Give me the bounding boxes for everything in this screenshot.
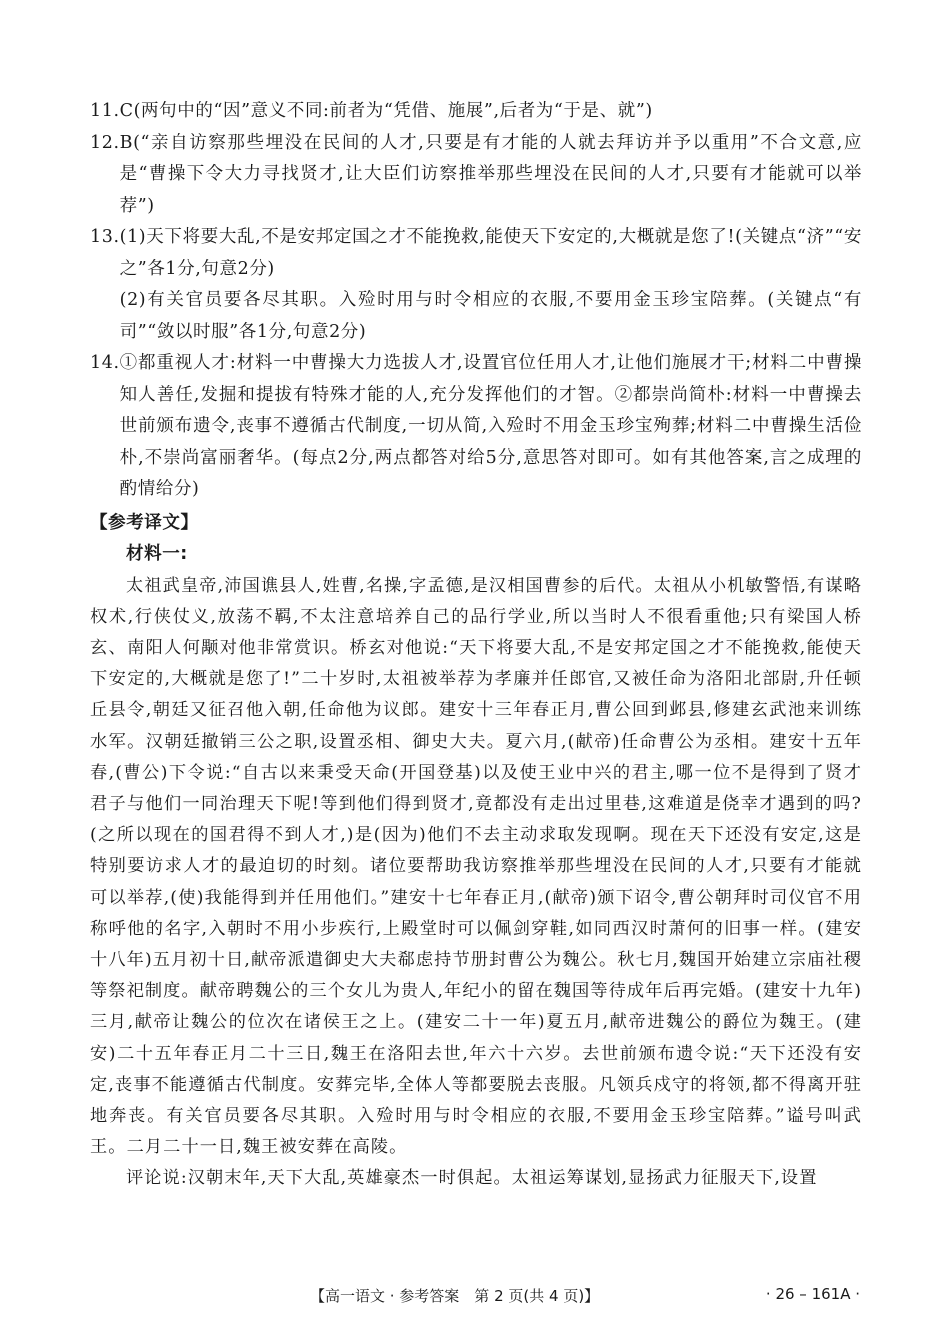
material-1-title: 材料一: (126, 544, 188, 564)
answer-item-13 (90, 222, 862, 348)
question-number: 12. (90, 132, 120, 153)
answer-text: ①都重视人才:材料一中曹操大力选拔人才,设置官位任用人才,让他们施展才干;材料二中曹操知人善任,发掘和提拔有特殊才能的人,充分发挥他们的才智。②都崇尚简朴:材料一中曹操去世前颁布遗令,丧事不遵循古代制度,一切从简,入殓时不用金玉珍宝殉葬;材料二中曹操生活俭朴,不崇尚富丽奢华。(每点2分,两点都答对给5分,意思答对即可。如有其他答案,言之成理的酌情给分) (119, 353, 862, 499)
question-number: 14. (90, 353, 120, 373)
answer-text: C(两句中的“因”意义不同:前者为“凭借、施展”,后者为“于是、就”) (119, 101, 653, 121)
translation-heading: 【参考译文】 (90, 512, 199, 533)
answer-part-2: (2)有关官员要各尽其职。入殓时用与时令相应的衣服,不要用金玉珍宝陪葬。(关键点“有司”“敛以时服”各1分,句意2分) (119, 290, 862, 342)
answer-item-11 (90, 96, 862, 128)
footer-page-info: 【高一语文 · 参考答案 第 2 页(共 4 页)】 (310, 1287, 600, 1305)
translation-paragraph-1: 太祖武皇帝,沛国谯县人,姓曹,名操,字孟德,是汉相国曹参的后代。太祖从小机敏警悟,有谋略权术,行侠仗义,放荡不羁,不太注意培养自己的品行学业,所以当时人不很看重他;只有梁国人桥玄、南阳人何颙对他非常赏识。桥玄对他说:“天下将要大乱,不是安邦定国之才不能挽救,能使天下安定的,大概就是您了!”二十岁时,太祖被举荐为孝廉并任郎官,又被任命为洛阳北部尉,升任顿丘县令,朝廷又征召他入朝,任命他为议郎。建安十三年春正月,曹公回到邺县,修建玄武池来训练水军。汉朝廷撤销三公之职,设置丞相、御史大夫。夏六月,(献帝)任命曹公为丞相。建安十五年春,(曹公)下令说:“自古以来秉受天命(开国登基)以及使王业中兴的君主,哪一位不是得到了贤才君子与他们一同治理天下呢!等到他们得到贤才,竟都没有走出过里巷,这难道是侥幸才遇到的吗?(之所以现在的国君得不到人才,)是(因为)他们不去主动求取发现啊。现在天下还没有安定,这是特别要访求人才的最迫切的时刻。诸位要帮助我访察推举那些埋没在民间的人才,只要有才能就可以举荐,(使)我能得到并任用他们。”建安十七年春正月,(献帝)颁下诏令,曹公朝拜时司仪官不用称呼他的名字,入朝时不用小步疾行,上殿堂时可以佩剑穿鞋,如同西汉时萧何的旧事一样。(建安十八年)五月初十日,献帝派遣御史大夫郗虑持节册封曹公为魏公。秋七月,魏国开始建立宗庙社稷等祭祀制度。献帝聘魏公的三个女儿为贵人,年纪小的留在魏国等待成年后再完婚。(建安十九年)三月,献帝让魏公的位次在诸侯王之上。(建安二十一年)夏五月,献帝进魏公的爵位为魏王。(建安)二十五年春正月二十三日,魏王在洛阳去世,年六十六岁。去世前颁布遗令说:“天下还没有安定,丧事不能遵循古代制度。安葬完毕,全体人等都要脱去丧服。凡领兵戍守的将领,都不得离开驻地奔丧。有关官员要各尽其职。入殓时用与时令相应的衣服,不要用金玉珍宝陪葬。”谥号叫武王。二月二十一日,魏王被安葬在高陵。 (90, 575, 862, 1158)
footer-code: · 26 – 161A · (765, 1285, 860, 1303)
answer-body (120, 222, 862, 348)
answer-item-12 (90, 128, 862, 223)
question-number: 11. (90, 101, 120, 121)
answer-item-14 (90, 348, 862, 506)
answer-text: B(“亲自访察那些埋没在民间的人才,只要是有才能的人就去拜访并予以重用”不合文意,应是“曹操下令大力寻找贤才,让大臣们访察推举那些埋没在民间的人才,只要有才能就可以举荐”) (119, 132, 862, 216)
answer-content (90, 96, 862, 1195)
answer-part-1: (1)天下将要大乱,不是安邦定国之才不能挽救,能使天下安定的,大概就是您了!(关键点“济”“安之”各1分,句意2分) (119, 227, 862, 279)
question-number: 13. (90, 227, 120, 247)
translation-paragraph-2: 评论说:汉朝末年,天下大乱,英雄豪杰一时俱起。太祖运筹谋划,显扬武力征服天下,设置 (126, 1168, 818, 1189)
